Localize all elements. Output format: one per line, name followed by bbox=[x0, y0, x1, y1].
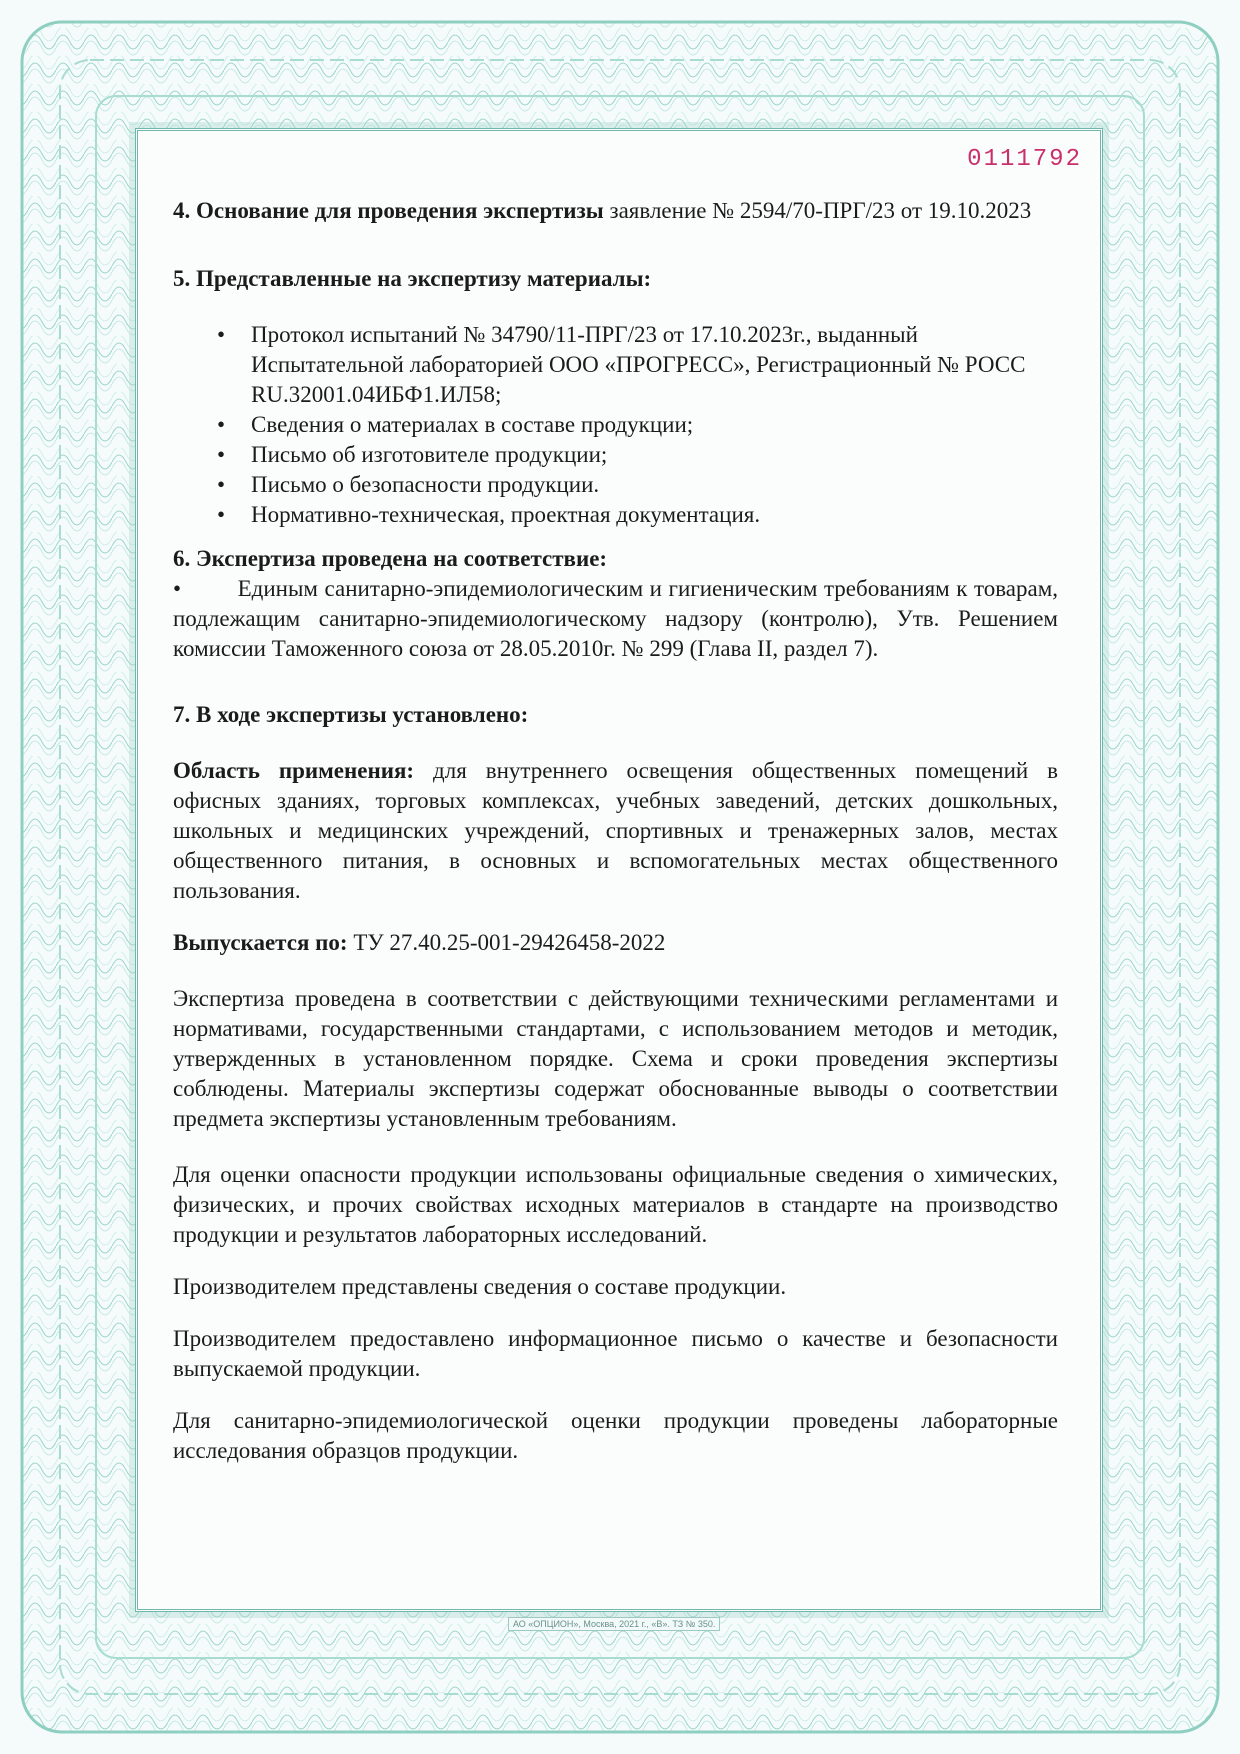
list-item: • Письмо о безопасности продукции. bbox=[173, 470, 1058, 500]
list-item: • Письмо об изготовителе продукции; bbox=[173, 440, 1058, 470]
section4-heading: 4. Основание для проведения экспертизы bbox=[173, 198, 604, 223]
section4-paragraph bbox=[173, 196, 1058, 226]
safety-letter-paragraph: Производителем предоставлено информационное письмо о качестве и безопасности выпускаемой продукции. bbox=[173, 1326, 1058, 1381]
produced-text: ТУ 27.40.25-001-29426458-2022 bbox=[347, 930, 666, 955]
section7-heading: 7. В ходе экспертизы установлено: bbox=[173, 702, 529, 727]
printer-imprint: АО «ОПЦИОН», Москва, 2021 г., «В». ТЗ № 350. bbox=[508, 1617, 720, 1631]
serial-number: 0111792 bbox=[967, 146, 1082, 173]
scope-text: для внутреннего освещения общественных помещений в офисных зданиях, торговых комплексах, учебных заведений, детских дошкольных, школьных и медицинских учреждений, спортивных и тренажерных залов, местах общественного питания, в основных и вспомогательных местах общественного пользования. bbox=[173, 758, 1058, 903]
lab-tests-paragraph: Для санитарно-эпидемиологической оценки продукции проведены лабораторные исследования образцов продукции. bbox=[173, 1408, 1058, 1463]
list-item: • Протокол испытаний № 34790/11-ПРГ/23 от 17.10.2023г., выданный Испытательной лабораторией ООО «ПРОГРЕСС», Регистрационный № РОСС RU.32001.04ИБФ1.ИЛ58; bbox=[173, 320, 1058, 410]
expertise-paragraph: Экспертиза проведена в соответствии с действующими техническими регламентами и нормативами, государственными стандартами, с использованием методов и методик, утвержденных в установленном порядке. Схема и сроки проведения экспертизы соблюдены. Материалы экспертизы содержат обоснованные выводы о соответствии предмета экспертизы установленным требованиям. bbox=[173, 986, 1058, 1131]
scope-paragraph bbox=[173, 756, 1058, 906]
produced-paragraph bbox=[173, 928, 1058, 958]
materials-list bbox=[173, 320, 1058, 530]
section6-text: Единым санитарно-эпидемиологическим и гигиеническим требованиям к товарам, подлежащим санитарно-эпидемиологическому надзору (контролю), Утв. Решением комиссии Таможенного союза от 28.05.2010г. № 299 (Глава II, раздел 7). bbox=[173, 576, 1058, 661]
scope-label: Область применения: bbox=[173, 758, 415, 783]
list-item: • Сведения о материалах в составе продукции; bbox=[173, 410, 1058, 440]
section6-heading: 6. Экспертиза проведена на соответствие: bbox=[173, 546, 608, 571]
hazard-paragraph: Для оценки опасности продукции использованы официальные сведения о химических, физических, и прочих свойствах исходных материалов в стандарте на производство продукции и результатов лабораторных исследований. bbox=[173, 1162, 1058, 1247]
section5-heading: 5. Представленные на экспертизу материалы: bbox=[173, 266, 652, 291]
composition-paragraph: Производителем представлены сведения о составе продукции. bbox=[173, 1274, 787, 1299]
produced-label: Выпускается по: bbox=[173, 930, 348, 955]
section6-paragraph bbox=[173, 574, 1058, 664]
section4-text: заявление № 2594/70-ПРГ/23 от 19.10.2023 bbox=[603, 198, 1032, 223]
certificate-content bbox=[173, 196, 1058, 1466]
section6-bullet: • bbox=[173, 576, 182, 601]
list-item: • Нормативно-техническая, проектная документация. bbox=[173, 500, 1058, 530]
